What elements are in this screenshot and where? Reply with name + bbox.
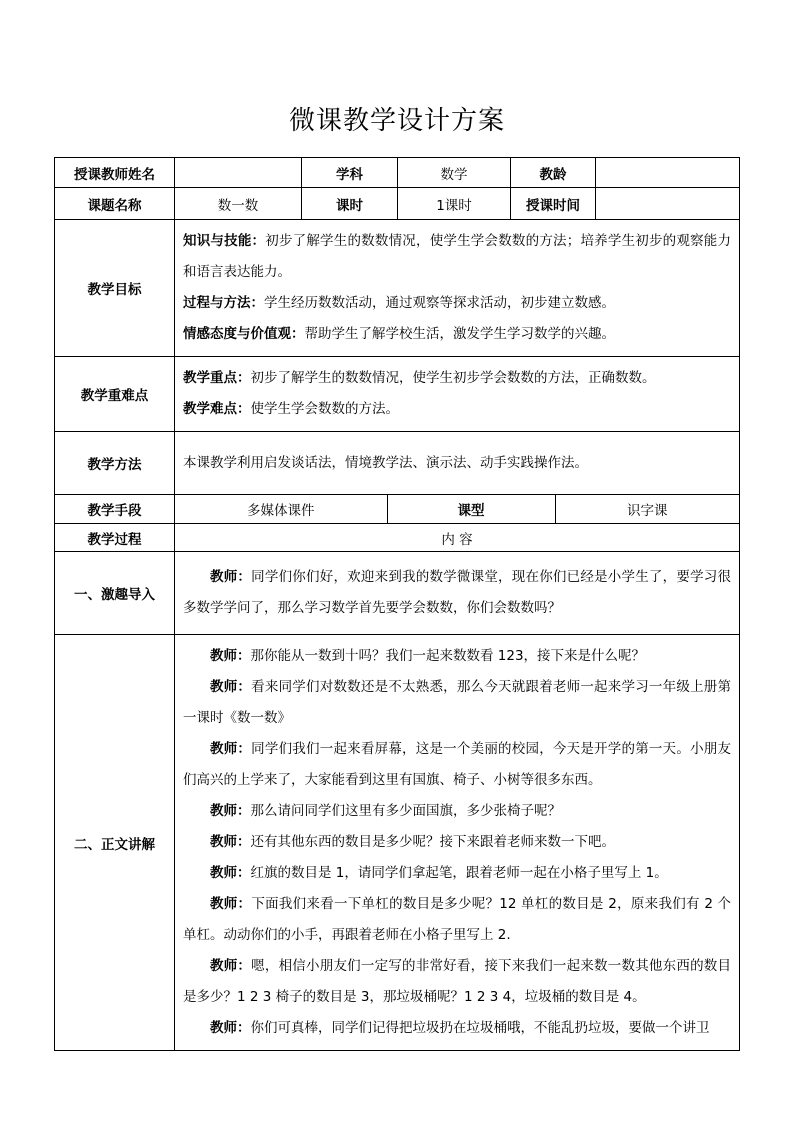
intro-label: 一、激趣导入 [55,552,175,635]
keypoint-text: 初步了解学生的数数情况，使学生初步学会数数的方法，正确数数。 [250,370,656,386]
dialogue-line [183,1013,731,1044]
teaching-age-label: 教龄 [511,158,596,188]
speaker: 教师： [210,958,252,974]
dialogue-line [183,641,731,672]
speaker: 教师： [210,834,251,850]
topic-label: 课题名称 [55,188,175,220]
speaker: 教师： [210,1020,251,1036]
means-cell [175,495,740,524]
speaker: 教师： [210,569,252,585]
keypoint-item [183,394,731,425]
dialogue-text: 下面我们来看一下单杠的数目是多少呢？12 单杠的数目是 2，原来我们有 2 个单杠。动动你们的小手，再跟着老师在小格子里写上 2. [183,896,731,943]
method-text: 本课教学利用启发谈话法，情境教学法、演示法、动手实践操作法。 [175,432,740,495]
dialogue-line [183,672,731,734]
dialogue-text: 那么请问同学们这里有多少面国旗，多少张椅子呢？ [250,803,561,819]
intro-content [175,552,740,635]
dialogue-line [183,562,731,624]
teacher-label: 授课教师姓名 [55,158,175,188]
keypoint-item [183,363,731,394]
keypoints-row [55,357,740,432]
page-title: 微课教学设计方案 [288,106,505,136]
method-label: 教学方法 [55,432,175,495]
dialogue-line [183,951,731,1013]
dialogue-line [183,796,731,827]
goal-head: 过程与方法： [183,295,264,311]
subject-value: 数学 [398,158,511,188]
means-value: 多媒体课件 [247,503,315,519]
dialogue-text: 你们可真棒，同学们记得把垃圾扔在垃圾桶哦，不能乱扔垃圾，要做一个讲卫 [250,1020,710,1036]
goals-row [55,220,740,357]
dialogue-text: 那你能从一数到十吗？我们一起来数数看 123，接下来是什么呢？ [250,648,646,664]
keypoint-head: 教学重点： [183,370,251,386]
main-label: 二、正文讲解 [55,635,175,1051]
goal-item [183,288,731,319]
speaker: 教师： [210,803,251,819]
main-row [55,635,740,1051]
dialogue-text: 还有其他东西的数目是多少呢？接下来跟着老师来数一下吧。 [250,834,615,850]
means-row [55,495,740,524]
dialogue-text: 红旗的数目是 1，请同学们拿起笔，跟着老师一起在小格子里写上 1。 [250,865,668,881]
speaker: 教师： [210,679,252,695]
goals-label: 教学目标 [55,220,175,357]
goal-text: 初步了解学生的数数情况，使学生学会数数的方法；培养学生初步的观察能力和语言表达能力。 [183,233,732,280]
lesson-time-value [596,188,740,220]
goals-content [175,220,740,357]
process-header-row [55,524,740,552]
dialogue-text: 看来同学们对数数还是不太熟悉，那么今天就跟着老师一起来学习一年级上册第一课时《数一数》 [183,679,732,726]
goal-head: 情感态度与价值观： [183,326,305,342]
intro-row [55,552,740,635]
dialogue-text: 同学们你们好，欢迎来到我的数学微课堂，现在你们已经是小学生了，要学习很多数学学问了，那么学习数学首先要学会数数，你们会数数吗？ [183,569,732,616]
method-row [55,432,740,495]
dialogue-line [183,827,731,858]
lesson-type-value: 识字课 [555,495,739,523]
speaker: 教师： [210,648,251,664]
teacher-value [175,158,302,188]
dialogue-line [183,889,731,951]
dialogue-line [183,734,731,796]
goal-text: 学生经历数数活动，通过观察等探求活动，初步建立数感。 [264,295,615,311]
dialogue-text: 嗯，相信小朋友们一定写的非常好看，接下来我们一起来数一数其他东西的数目是多少？1 2 3 椅子的数目是 3，那垃圾桶呢？1 2 3 4，垃圾桶的数目是 4。 [183,958,732,1005]
speaker: 教师： [210,896,252,912]
keypoints-label: 教学重难点 [55,357,175,432]
keypoint-text: 使学生学会数数的方法。 [250,401,399,417]
speaker: 教师： [210,741,252,757]
goal-item [183,319,731,350]
main-content [175,635,740,1051]
teaching-age-value [596,158,740,188]
goal-item [183,226,731,288]
keypoints-content [175,357,740,432]
topic-value: 数一数 [175,188,302,220]
lesson-time-label: 授课时间 [511,188,596,220]
lesson-plan-table [54,157,740,1051]
process-label: 教学过程 [55,524,175,552]
period-value: 1课时 [398,188,511,220]
means-subtable [175,495,739,523]
goal-text: 帮助学生了解学校生活，激发学生学习数学的兴趣。 [304,326,615,342]
speaker: 教师： [210,865,251,881]
teacher-row [55,158,740,188]
topic-row [55,188,740,220]
content-header: 内 容 [175,524,740,552]
keypoint-head: 教学难点： [183,401,251,417]
subject-label: 学科 [302,158,398,188]
dialogue-text: 同学们我们一起来看屏幕，这是一个美丽的校园，今天是开学的第一天。小朋友们高兴的上学来了，大家能看到这里有国旗、椅子、小树等很多东西。 [183,741,732,788]
goal-head: 知识与技能： [183,233,266,249]
lesson-type-label: 课型 [387,495,555,523]
means-label: 教学手段 [55,495,175,524]
dialogue-line [183,858,731,889]
period-label: 课时 [302,188,398,220]
